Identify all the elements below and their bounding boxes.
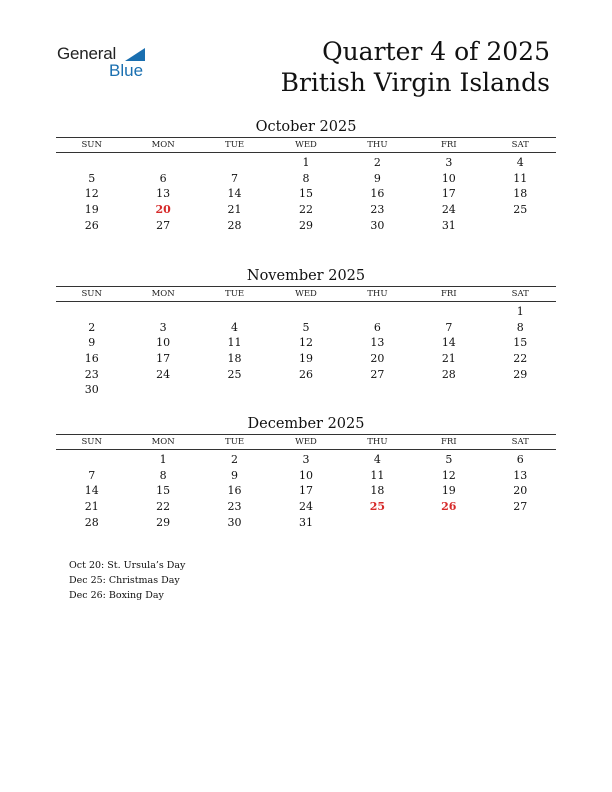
day-cell: 1 [159,453,167,466]
day-cell: 22 [513,352,528,366]
day-cell: 13 [156,187,171,201]
day-cell: 17 [156,352,171,366]
day-cell: 18 [513,187,528,201]
day-cell: 22 [156,500,171,514]
day-of-week-header [56,137,556,153]
day-cell: 6 [159,171,167,185]
month-calendar [56,414,556,530]
day-cell: 22 [298,203,313,217]
day-of-week-label: TUE [225,437,245,447]
day-cell: 19 [441,484,456,498]
day-of-week-label: WED [295,140,317,150]
week-row [56,468,556,484]
week-row [56,499,556,515]
day-of-week-label: FRI [440,289,457,299]
day-cell [127,304,198,320]
day-cell: 17 [441,187,456,201]
day-cell: 30 [370,218,385,232]
day-of-week-label: TUE [225,140,245,150]
month-title: October 2025 [255,119,357,135]
day-of-week-label: THU [367,437,388,447]
day-cell [199,155,270,171]
day-cell [485,382,556,398]
day-cell: 10 [298,468,313,482]
week-row [56,304,556,320]
day-cell: 25 [227,367,242,381]
day-cell: 7 [231,171,239,185]
day-cell: 4 [231,320,239,334]
day-cell [127,155,198,171]
day-of-week-label: THU [367,289,388,299]
day-of-week-label: WED [295,289,317,299]
day-cell: 30 [84,383,99,397]
day-of-week-label: SUN [81,437,102,447]
day-cell: 24 [156,367,171,381]
page-title [281,36,550,98]
day-cell: 25 [513,203,528,217]
day-cell: 5 [88,171,96,185]
day-cell: 1 [302,156,310,169]
day-cell: 6 [373,320,381,334]
day-cell: 28 [227,218,242,232]
week-row [56,320,556,336]
day-cell: 26 [84,218,99,232]
day-of-week-label: TUE [225,289,245,299]
holiday-item: Dec 25: Christmas Day [69,575,180,587]
day-cell: 7 [88,468,96,482]
day-cell: 13 [370,336,385,350]
day-cell: 19 [298,352,313,366]
week-row [56,367,556,383]
day-cell: 10 [156,336,171,350]
week-row [56,335,556,351]
day-cell [56,155,127,171]
day-of-week-label: MON [151,289,175,299]
day-of-week-label: THU [367,140,388,150]
day-cell: 3 [445,156,453,169]
day-cell [270,382,341,398]
holiday-list [69,558,185,604]
day-cell: 9 [373,171,381,185]
holiday-day-cell: 20 [155,203,171,217]
day-cell: 3 [159,320,167,334]
day-cell: 20 [370,352,385,366]
day-cell: 8 [516,320,524,334]
day-cell: 2 [373,156,381,169]
holiday-item: Dec 26: Boxing Day [69,590,164,602]
holiday-day-cell: 25 [369,500,386,514]
day-of-week-label: WED [295,437,317,447]
day-cell [342,304,413,320]
month-calendar [56,266,556,398]
day-of-week-label: MON [151,140,175,150]
day-cell [199,382,270,398]
day-cell: 11 [370,468,385,482]
week-row [56,483,556,499]
day-cell: 9 [231,468,239,482]
day-cell: 17 [298,484,313,498]
week-row [56,515,556,531]
week-row [56,218,556,234]
day-cell: 14 [84,484,99,498]
day-cell: 21 [84,500,99,514]
day-cell: 14 [227,187,242,201]
day-cell: 16 [84,352,99,366]
day-cell [485,218,556,234]
week-row [56,382,556,398]
day-cell: 31 [298,515,313,529]
day-cell: 23 [227,500,242,514]
day-cell: 23 [370,203,385,217]
day-cell: 3 [302,453,310,466]
day-cell: 26 [298,367,313,381]
day-cell [485,515,556,531]
day-of-week-label: SUN [81,289,102,299]
day-cell: 4 [373,453,381,466]
day-cell: 6 [516,453,524,466]
day-cell [270,304,341,320]
day-cell: 11 [513,171,528,185]
day-cell: 21 [441,352,456,366]
day-cell [199,304,270,320]
day-cell: 2 [231,453,239,466]
day-cell: 16 [227,484,242,498]
day-of-week-label: SAT [511,289,529,299]
holiday-item: Oct 20: St. Ursula’s Day [69,560,186,571]
title-country: British Virgin Islands [280,68,550,97]
day-cell [56,304,127,320]
day-cell: 7 [445,320,453,334]
week-row [56,155,556,171]
day-cell: 30 [227,515,242,529]
logo-triangle-icon [125,48,145,61]
day-cell: 8 [302,171,310,185]
day-cell: 21 [227,203,242,217]
day-cell: 27 [513,500,528,514]
day-cell: 27 [156,218,171,232]
logo-blue-text: Blue [109,61,144,80]
month-title: December 2025 [247,416,365,432]
week-row [56,202,556,218]
month-title: November 2025 [246,268,366,284]
holiday-day-cell: 26 [441,500,457,514]
day-cell: 5 [445,453,453,466]
day-cell [342,515,413,531]
day-cell: 12 [441,468,456,482]
day-of-week-label: FRI [440,140,457,150]
logo-general-text: General [57,44,117,63]
general-blue-logo [57,44,157,80]
day-cell: 12 [298,336,313,350]
day-cell: 9 [88,336,96,350]
day-cell: 20 [513,484,528,498]
week-row [56,351,556,367]
day-cell [413,382,484,398]
day-cell: 8 [159,468,167,482]
day-cell: 13 [513,468,528,482]
day-cell: 18 [370,484,385,498]
day-cell [413,515,484,531]
day-cell: 28 [441,367,456,381]
day-cell: 19 [84,203,99,217]
day-cell [342,382,413,398]
day-cell [127,382,198,398]
day-cell: 1 [516,305,524,318]
day-cell [56,452,127,468]
week-row [56,452,556,468]
day-cell: 24 [441,203,456,217]
day-cell: 27 [370,367,385,381]
day-cell: 15 [156,484,171,498]
day-of-week-label: SAT [511,140,529,150]
day-cell: 15 [513,336,528,350]
day-cell: 11 [227,336,242,350]
day-of-week-label: SAT [511,437,529,447]
day-cell: 31 [441,218,456,232]
month-calendar [56,117,556,233]
day-of-week-label: FRI [440,437,457,447]
day-of-week-header [56,434,556,450]
day-cell: 12 [84,187,99,201]
day-cell: 14 [441,336,456,350]
day-cell: 29 [513,367,528,381]
day-of-week-label: SUN [81,140,102,150]
day-cell: 28 [84,515,99,529]
day-cell: 16 [370,187,385,201]
week-row [56,171,556,187]
week-row [56,186,556,202]
day-of-week-label: MON [151,437,175,447]
day-cell: 2 [88,320,96,334]
day-of-week-header [56,286,556,302]
day-cell [413,304,484,320]
day-cell: 5 [302,320,310,334]
day-cell: 4 [516,156,524,169]
day-cell: 29 [156,515,171,529]
title-quarter: Quarter 4 of 2025 [322,37,550,66]
day-cell: 29 [298,218,313,232]
day-cell: 10 [441,171,456,185]
day-cell: 23 [84,367,99,381]
day-cell: 15 [298,187,313,201]
day-cell: 18 [227,352,242,366]
day-cell: 24 [298,500,313,514]
